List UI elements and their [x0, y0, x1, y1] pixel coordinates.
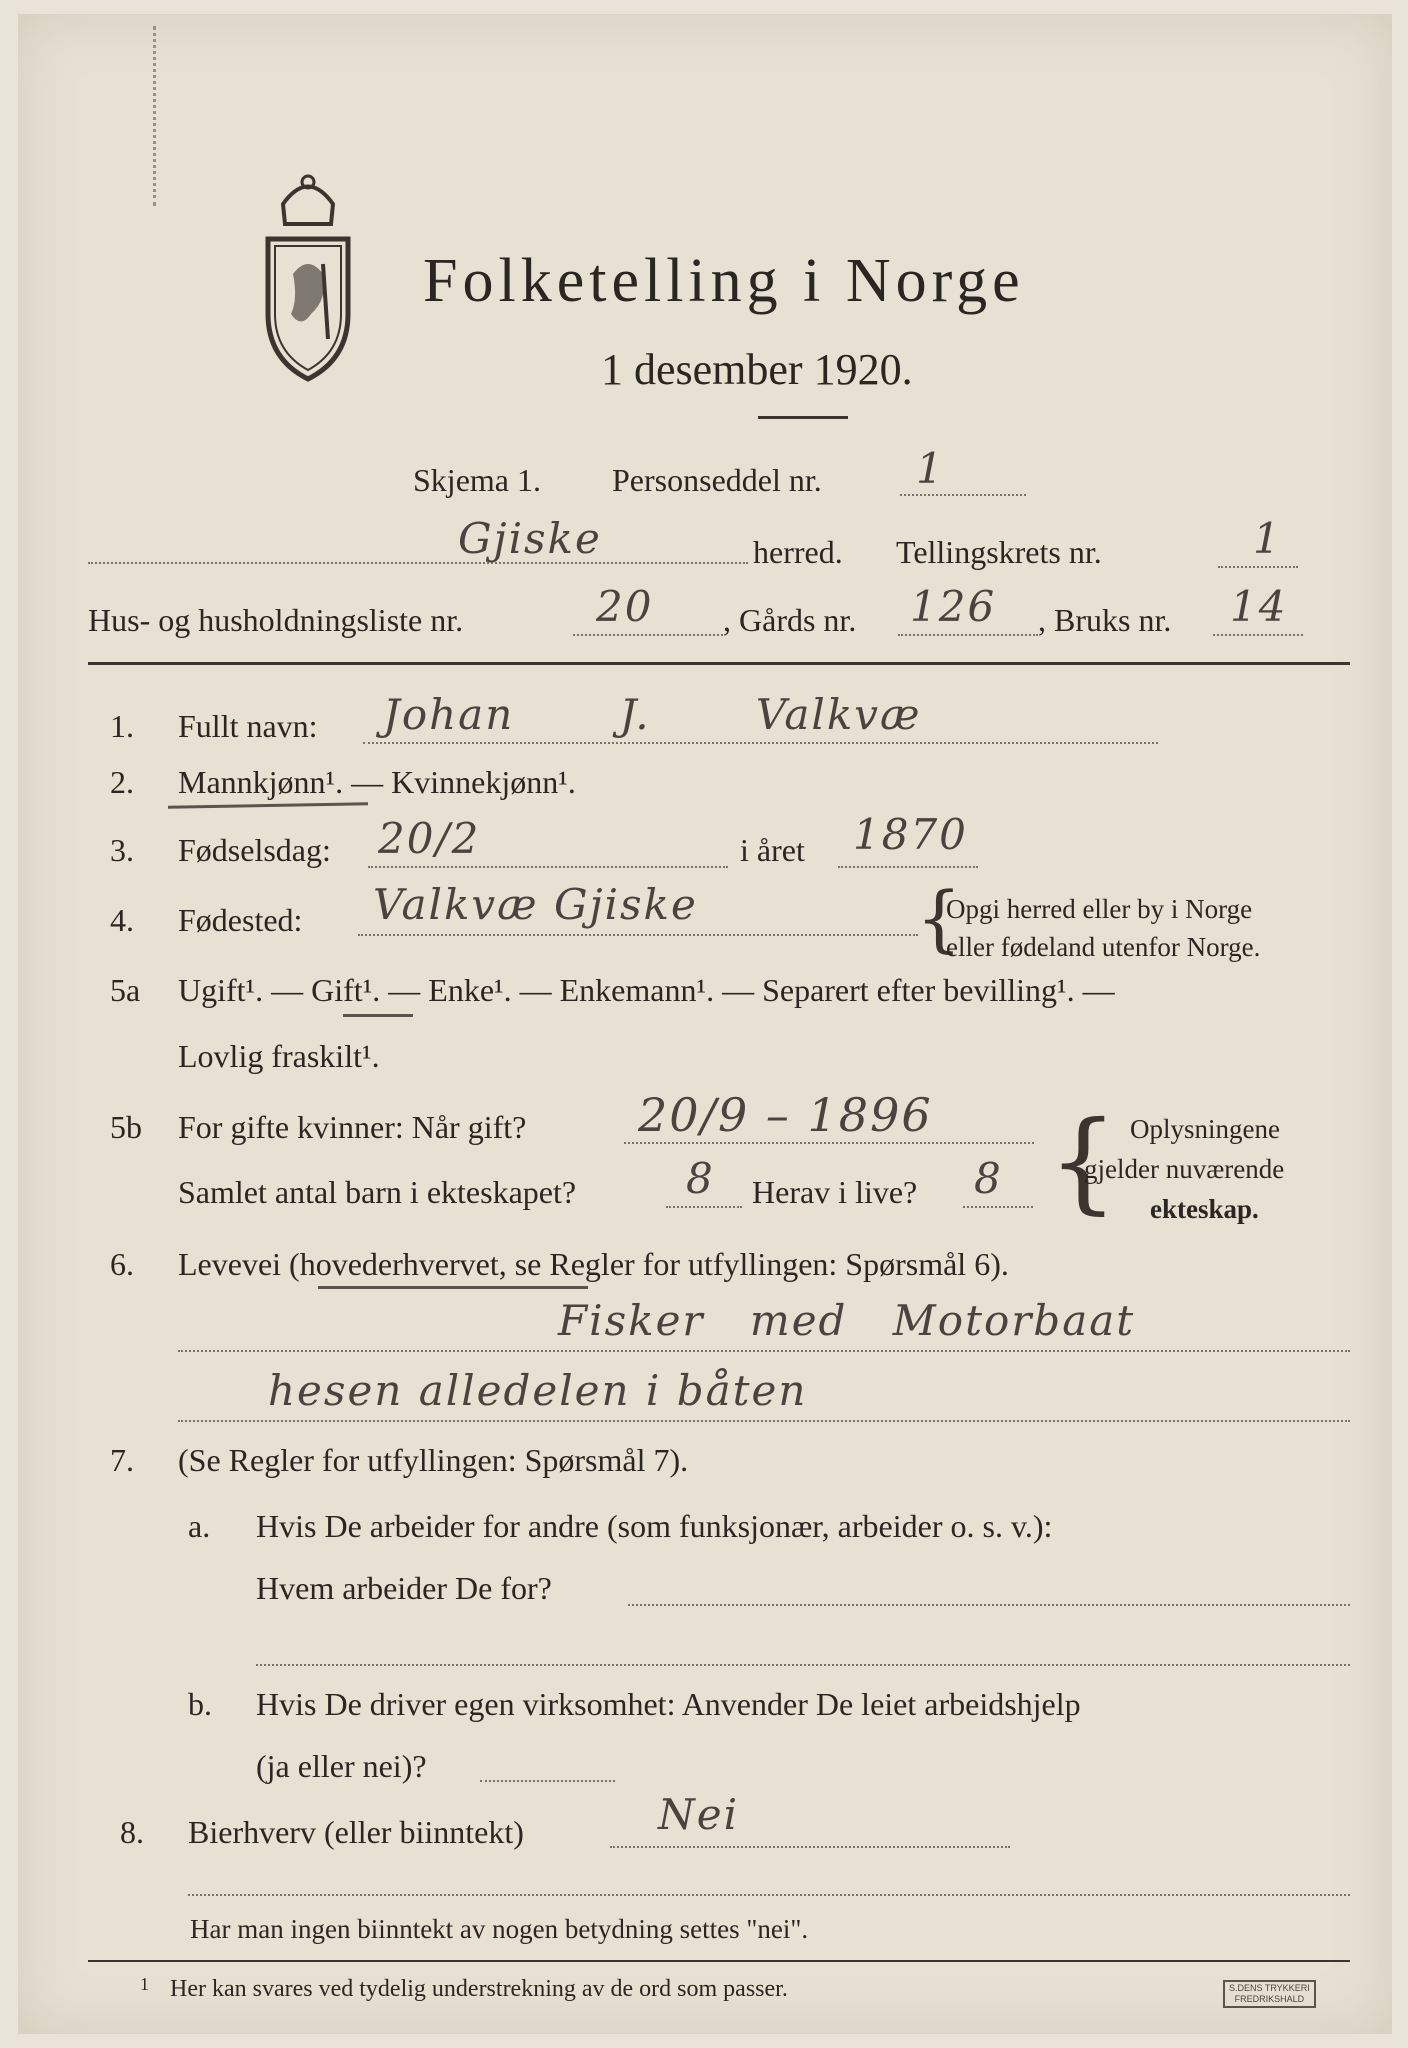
- q5b-note-line2: gjelder nuværende: [1084, 1154, 1285, 1184]
- q3-number: 3.: [110, 832, 134, 868]
- q7a-line2: Hvem arbeider De for?: [256, 1570, 552, 1606]
- herred-label: herred.: [753, 534, 843, 570]
- gards-field-line: [898, 634, 1038, 636]
- q8-label: Bierhverv (eller biinntekt): [188, 1814, 524, 1850]
- herred-field-line: [88, 562, 748, 564]
- census-date: 1 desember 1920.: [601, 345, 913, 394]
- q3-label: Fødselsdag:: [178, 832, 331, 868]
- q5a-line2: Lovlig fraskilt¹.: [178, 1038, 380, 1074]
- footer-divider: [88, 1960, 1350, 1962]
- q7b-line2: (ja eller nei)?: [256, 1748, 427, 1784]
- footnote-mark: 1: [140, 1974, 149, 1994]
- q2-underline-mark: [168, 802, 368, 808]
- q8-value: Nei: [658, 1790, 740, 1839]
- herred-value: Gjiske: [458, 514, 602, 563]
- q7-number: 7.: [110, 1442, 134, 1478]
- hus-value: 20: [596, 582, 654, 631]
- footer-note: Har man ingen biinntekt av nogen betydning settes "nei".: [190, 1914, 809, 1944]
- q3-field-line: [368, 866, 728, 868]
- hus-label: Hus- og husholdningsliste nr.: [88, 602, 464, 638]
- personseddel-label: Personseddel nr.: [612, 462, 822, 498]
- printer-stamp-line1: S.DENS TRYKKERI: [1229, 1983, 1310, 1993]
- q4-field-line: [358, 934, 918, 936]
- q1-field-line: [363, 742, 1158, 744]
- q4-note-line1: Opgi herred eller by i Norge: [946, 894, 1253, 924]
- q4-note-line2: eller fødeland utenfor Norge.: [946, 932, 1261, 962]
- tellingskrets-label: Tellingskrets nr.: [896, 534, 1102, 570]
- q5b-note-brace: {: [1048, 1097, 1118, 1225]
- q4-number: 4.: [110, 902, 134, 938]
- q5b-when-value: 20/9 – 1896: [638, 1088, 933, 1142]
- hus-field-line: [573, 634, 723, 636]
- q5b-note-line3: ekteskap.: [1150, 1194, 1259, 1224]
- q1-value: Johan J. Valkvæ: [383, 690, 922, 739]
- bruks-value: 14: [1230, 582, 1288, 631]
- q5b-children-value: 8: [686, 1154, 715, 1203]
- q7b-field-line: [480, 1780, 615, 1782]
- q7a-field-line1: [628, 1604, 1350, 1606]
- q7a-letter: a.: [188, 1508, 211, 1544]
- bruks-label: , Bruks nr.: [1038, 602, 1172, 638]
- q4-label: Fødested:: [178, 902, 303, 938]
- gards-label: , Gårds nr.: [723, 602, 857, 638]
- q6-value1: Fisker med Motorbaat: [558, 1296, 1136, 1345]
- q7-label: (Se Regler for utfyllingen: Spørsmål 7).: [178, 1442, 689, 1478]
- q6-number: 6.: [110, 1246, 134, 1282]
- bruks-field-line: [1213, 634, 1303, 636]
- coat-of-arms-icon: [253, 164, 363, 384]
- q5a-underline-mark: [343, 1014, 413, 1017]
- q8-number: 8.: [120, 1814, 144, 1850]
- q3-year-label: i året: [740, 832, 805, 868]
- tellingskrets-field-line: [1218, 566, 1298, 568]
- q5b-alive-field-line: [963, 1206, 1033, 1208]
- q6-label: Levevei (hovederhvervet, se Regler for utfyllingen: Spørsmål 6).: [178, 1246, 1009, 1282]
- q2-label: Mannkjønn¹. — Kvinnekjønn¹.: [178, 764, 576, 800]
- q5a-number: 5a: [110, 972, 141, 1008]
- q7b-line1: Hvis De driver egen virksomhet: Anvender De leiet arbeidshjelp: [256, 1686, 1081, 1722]
- q5b-when-field-line: [624, 1142, 1034, 1144]
- personseddel-value: 1: [916, 444, 945, 493]
- q3-value: 20/2: [378, 814, 481, 863]
- skjema-label: Skjema 1.: [413, 462, 541, 498]
- q6-field-line1: [178, 1350, 1350, 1352]
- form-title: Folketelling i Norge: [423, 247, 1025, 315]
- q1-label: Fullt navn:: [178, 708, 318, 744]
- q7a-line1: Hvis De arbeider for andre (som funksjonær, arbeider o. s. v.):: [256, 1508, 1053, 1544]
- q6-value2: hesen alledelen i båten: [268, 1366, 808, 1415]
- q6-underline-mark: [318, 1286, 588, 1289]
- q1-number: 1.: [110, 708, 134, 744]
- q7b-letter: b.: [188, 1686, 212, 1722]
- tellingskrets-value: 1: [1253, 514, 1282, 563]
- q8-extra-line: [188, 1894, 1350, 1896]
- q5b-number: 5b: [110, 1109, 142, 1145]
- title-divider: [758, 416, 848, 419]
- q2-number: 2.: [110, 764, 134, 800]
- paper-tear-mark: [153, 26, 196, 206]
- q4-value: Valkvæ Gjiske: [373, 880, 698, 929]
- personseddel-field-line: [900, 494, 1026, 496]
- q4-note-brace: {: [916, 876, 962, 960]
- q5a-line1: Ugift¹. — Gift¹. — Enke¹. — Enkemann¹. — Separert efter bevilling¹. —: [178, 972, 1115, 1008]
- q5b-label3: Herav i live?: [752, 1174, 918, 1210]
- census-form: [18, 14, 1392, 2034]
- printer-stamp: [1223, 1980, 1316, 2008]
- q3-year-field-line: [838, 866, 978, 868]
- footnote-text: Her kan svares ved tydelig understrekning av de ord som passer.: [170, 1976, 788, 2002]
- q7a-field-line2: [256, 1664, 1350, 1666]
- printer-stamp-line2: FREDRIKSHALD: [1234, 1994, 1305, 2004]
- q5b-alive-value: 8: [974, 1154, 1003, 1203]
- q5b-note-line1: Oplysningene: [1130, 1114, 1280, 1144]
- q6-field-line2: [178, 1420, 1350, 1422]
- q3-year-value: 1870: [853, 810, 968, 859]
- section-divider: [88, 662, 1350, 665]
- gards-value: 126: [910, 582, 997, 631]
- q8-field-line: [610, 1846, 1010, 1848]
- q5b-label2: Samlet antal barn i ekteskapet?: [178, 1174, 577, 1210]
- q5b-children-field-line: [666, 1206, 742, 1208]
- q5b-label1: For gifte kvinner: Når gift?: [178, 1109, 527, 1145]
